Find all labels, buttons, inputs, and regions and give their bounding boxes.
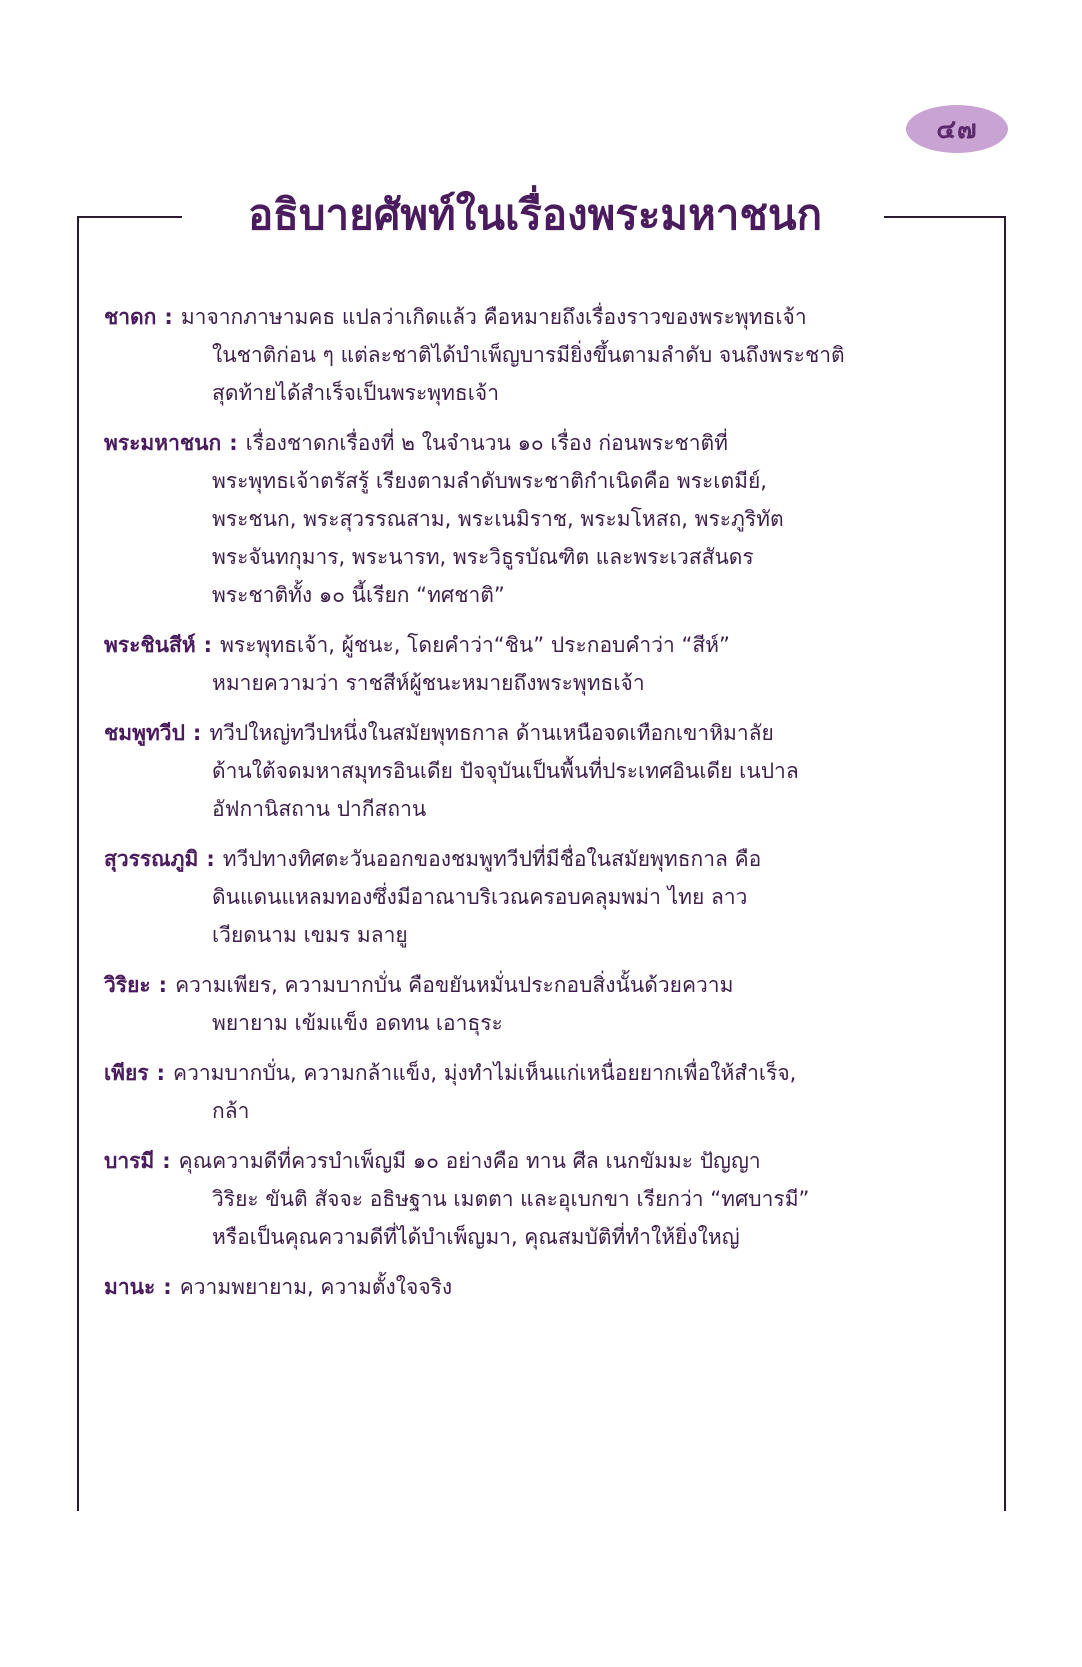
entry-definition-text: ความเพียร, ความบากบั่น คือขยันหมั่นประกอบสิ่งนั้นด้วยความ	[175, 973, 734, 997]
frame-left-rule	[77, 216, 79, 1511]
page-number: ๔๗	[936, 114, 978, 145]
entry-continuation-line	[104, 576, 978, 614]
entry-continuation-line	[104, 1004, 978, 1042]
entry-colon: :	[192, 721, 202, 745]
entry-first-line	[104, 424, 978, 462]
entry-definition-text: ทวีปใหญ่ทวีปหนึ่งในสมัยพุทธกาล ด้านเหนือจดเทือกเขาหิมาลัย	[209, 721, 774, 745]
glossary-entry	[104, 714, 978, 828]
entry-definition-text: คุณความดีที่ควรบำเพ็ญมี ๑๐ อย่างคือ ทาน ศีล เนกขัมมะ ปัญญา	[178, 1149, 761, 1173]
glossary-entry	[104, 1054, 978, 1130]
glossary-entry	[104, 840, 978, 954]
entry-definition-text: พระชาติทั้ง ๑๐ นี้เรียก “ทศชาติ”	[212, 583, 505, 607]
entry-first-line	[104, 626, 978, 664]
entry-continuation-line	[104, 462, 978, 500]
entry-first-line	[104, 298, 978, 336]
frame-top-left-rule	[77, 216, 182, 218]
entry-definition-text: อัฟกานิสถาน ปากีสถาน	[212, 797, 427, 821]
entry-definition-text: กล้า	[212, 1099, 250, 1123]
glossary-entry	[104, 298, 978, 412]
entry-term: บารมี	[104, 1149, 155, 1173]
entry-continuation-line	[104, 752, 978, 790]
entry-colon: :	[206, 847, 215, 871]
entry-colon: :	[163, 1275, 172, 1299]
entry-continuation-line	[104, 878, 978, 916]
entry-definition-text: ความพยายาม, ความตั้งใจจริง	[179, 1275, 453, 1299]
entry-continuation-line	[104, 1218, 978, 1256]
entry-continuation-line	[104, 790, 978, 828]
entry-definition-text: มาจากภาษามคธ แปลว่าเกิดแล้ว คือหมายถึงเรื่องราวของพระพุทธเจ้า	[180, 305, 807, 329]
glossary-entry	[104, 626, 978, 702]
entry-term: พระมหาชนก	[104, 431, 222, 455]
entry-definition-text: พระจันทกุมาร, พระนารท, พระวิธูรบัณฑิต และพระเวสสันดร	[212, 545, 754, 569]
entry-colon: :	[162, 1149, 171, 1173]
entry-definition-text: ทวีปทางทิศตะวันออกของชมพูทวีปที่มีชื่อในสมัยพุทธกาล คือ	[222, 847, 762, 871]
entry-first-line	[104, 966, 978, 1004]
entry-first-line	[104, 1142, 978, 1180]
entry-term: ชาดก	[104, 305, 157, 329]
glossary-entry	[104, 1268, 978, 1306]
entry-definition-text: พระพุทธเจ้าตรัสรู้ เรียงตามลำดับพระชาติกำเนิดคือ พระเตมีย์,	[212, 469, 767, 493]
entry-definition-text: หรือเป็นคุณความดีที่ได้บำเพ็ญมา, คุณสมบัติที่ทำให้ยิ่งใหญ่	[212, 1225, 740, 1249]
entry-continuation-line	[104, 916, 978, 954]
entry-definition-text: วิริยะ ขันติ สัจจะ อธิษฐาน เมตตา และอุเบกขา เรียกว่า “ทศบารมี”	[212, 1187, 810, 1211]
entry-colon: :	[156, 1061, 166, 1085]
page-number-badge	[906, 105, 1008, 153]
entry-definition-text: พระพุทธเจ้า, ผู้ชนะ, โดยคำว่า“ชิน” ประกอบคำว่า “สีห์”	[220, 633, 730, 657]
entry-definition-text: เรื่องชาดกเรื่องที่ ๒ ในจำนวน ๑๐ เรื่อง ก่อนพระชาติที่	[245, 431, 729, 455]
page-title: อธิบายศัพท์ในเรื่องพระมหาชนก	[247, 190, 822, 239]
entry-term: มานะ	[104, 1275, 156, 1299]
entry-continuation-line	[104, 1180, 978, 1218]
entry-continuation-line	[104, 336, 978, 374]
entry-definition-text: เวียดนาม เขมร มลายู	[212, 923, 408, 947]
entry-definition-text: ในชาติก่อน ๆ แต่ละชาติได้บำเพ็ญบารมียิ่งขึ้นตามลำดับ จนถึงพระชาติ	[212, 343, 845, 367]
entry-continuation-line	[104, 664, 978, 702]
glossary-entry	[104, 966, 978, 1042]
entry-term: วิริยะ	[104, 973, 151, 997]
entry-term: ชมพูทวีป	[104, 721, 185, 745]
entry-definition-text: ด้านใต้จดมหาสมุทรอินเดีย ปัจจุบันเป็นพื้นที่ประเทศอินเดีย เนปาล	[212, 759, 799, 783]
entry-first-line	[104, 1054, 978, 1092]
glossary-entry	[104, 424, 978, 614]
entry-colon: :	[158, 973, 168, 997]
glossary-list	[104, 298, 978, 1318]
frame-top-right-rule	[884, 216, 1006, 218]
entry-definition-text: พยายาม เข้มแข็ง อดทน เอาธุระ	[212, 1011, 503, 1035]
entry-colon: :	[164, 305, 173, 329]
entry-definition-text: หมายความว่า ราชสีห์ผู้ชนะหมายถึงพระพุทธเจ้า	[212, 671, 645, 695]
entry-definition-text: ดินแดนแหลมทองซึ่งมีอาณาบริเวณครอบคลุมพม่า ไทย ลาว	[212, 885, 748, 909]
entry-colon: :	[229, 431, 238, 455]
entry-term: เพียร	[104, 1061, 149, 1085]
entry-colon: :	[203, 633, 213, 657]
entry-continuation-line	[104, 500, 978, 538]
entry-continuation-line	[104, 538, 978, 576]
entry-term: พระชินสีห์	[104, 633, 196, 657]
entry-definition-text: สุดท้ายได้สำเร็จเป็นพระพุทธเจ้า	[212, 381, 500, 405]
glossary-entry	[104, 1142, 978, 1256]
entry-first-line	[104, 714, 978, 752]
entry-term: สุวรรณภูมิ	[104, 847, 199, 871]
entry-definition-text: พระชนก, พระสุวรรณสาม, พระเนมิราช, พระมโหสถ, พระภูริทัต	[212, 507, 784, 531]
frame-right-rule	[1004, 216, 1006, 1511]
entry-continuation-line	[104, 374, 978, 412]
entry-definition-text: ความบากบั่น, ความกล้าแข็ง, มุ่งทำไม่เห็นแก่เหนื่อยยากเพื่อให้สำเร็จ,	[173, 1061, 797, 1085]
entry-continuation-line	[104, 1092, 978, 1130]
entry-first-line	[104, 1268, 978, 1306]
entry-first-line	[104, 840, 978, 878]
